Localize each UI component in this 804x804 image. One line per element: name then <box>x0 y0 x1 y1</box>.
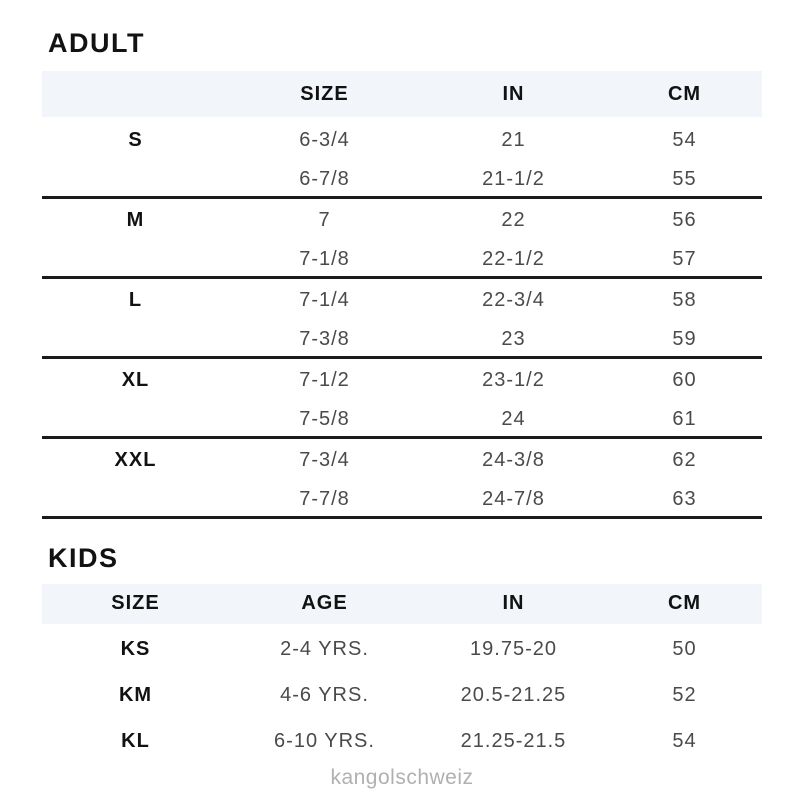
cm-value: 54 <box>672 128 697 151</box>
hat-size-value: 7-5/8 <box>299 407 350 430</box>
inches-value: 19.75-20 <box>470 638 557 660</box>
kids-header-in: IN <box>420 584 607 624</box>
hat-size-value: 7-7/8 <box>299 487 350 510</box>
inches-value: 23-1/2 <box>482 369 545 392</box>
table-row <box>42 716 762 762</box>
adult-size-group-xxl <box>42 437 762 517</box>
age-value: 6-10 YRS. <box>274 730 375 752</box>
table-row <box>42 277 762 317</box>
table-row <box>42 357 762 397</box>
adult-size-group-s <box>42 117 762 197</box>
adult-header-row <box>42 71 762 117</box>
hat-size-value: 7-3/4 <box>299 449 350 472</box>
cm-value: 60 <box>672 369 697 392</box>
cm-value: 61 <box>672 407 697 430</box>
adult-header-cm: CM <box>607 71 762 117</box>
size-label: M <box>126 209 145 232</box>
kids-header-age: AGE <box>229 584 420 624</box>
size-label <box>42 397 229 437</box>
age-value: 2-4 YRS. <box>280 638 369 660</box>
inches-value: 23 <box>501 327 526 350</box>
inches-value: 22-1/2 <box>482 247 545 270</box>
table-row <box>42 624 762 670</box>
watermark-text: kangolschweiz <box>330 765 474 789</box>
hat-size-value: 7-3/8 <box>299 327 350 350</box>
adult-section-title: ADULT <box>48 28 145 58</box>
table-row <box>42 437 762 477</box>
inches-value: 24-7/8 <box>482 487 545 510</box>
size-label: S <box>128 128 143 151</box>
adult-size-table <box>42 71 762 519</box>
hat-size-value: 7-1/4 <box>299 289 350 312</box>
size-label: L <box>128 289 143 312</box>
size-label <box>42 237 229 277</box>
hat-size-value: 7 <box>318 209 331 232</box>
cm-value: 63 <box>672 487 697 510</box>
table-row <box>42 157 762 197</box>
kids-size-label: KS <box>120 638 151 660</box>
adult-header-in: IN <box>420 71 607 117</box>
table-row <box>42 317 762 357</box>
size-label <box>42 317 229 357</box>
inches-value: 21 <box>501 128 526 151</box>
cm-value: 59 <box>672 327 697 350</box>
cm-value: 58 <box>672 289 697 312</box>
cm-value: 50 <box>672 638 697 660</box>
hat-size-value: 6-7/8 <box>299 167 350 190</box>
cm-value: 57 <box>672 247 697 270</box>
size-label <box>42 157 229 197</box>
inches-value: 24-3/8 <box>482 449 545 472</box>
cm-value: 62 <box>672 449 697 472</box>
cm-value: 55 <box>672 167 697 190</box>
age-value: 4-6 YRS. <box>280 684 369 706</box>
cm-value: 54 <box>672 730 697 752</box>
adult-size-group-xl <box>42 357 762 437</box>
kids-header-row <box>42 584 762 624</box>
hat-size-value: 6-3/4 <box>299 128 350 151</box>
inches-value: 21.25-21.5 <box>460 730 567 752</box>
size-label: XXL <box>114 449 157 472</box>
table-row <box>42 670 762 716</box>
cm-value: 56 <box>672 209 697 232</box>
kids-header-size: SIZE <box>42 584 229 624</box>
kids-header-cm: CM <box>607 584 762 624</box>
kids-size-label: KL <box>121 730 150 752</box>
table-row <box>42 197 762 237</box>
inches-value: 24 <box>501 407 526 430</box>
kids-size-label: KM <box>118 684 153 706</box>
adult-size-group-m <box>42 197 762 277</box>
kids-size-table <box>42 584 762 762</box>
cm-value: 52 <box>672 684 697 706</box>
hat-size-value: 7-1/2 <box>299 369 350 392</box>
adult-header-empty <box>42 71 229 117</box>
table-row <box>42 237 762 277</box>
inches-value: 22 <box>501 209 526 232</box>
inches-value: 20.5-21.25 <box>460 684 567 706</box>
adult-header-size: SIZE <box>229 71 420 117</box>
size-label: XL <box>121 369 150 392</box>
table-row <box>42 477 762 517</box>
adult-size-group-l <box>42 277 762 357</box>
kids-section-title: KIDS <box>48 542 119 573</box>
table-row <box>42 397 762 437</box>
size-label <box>42 477 229 517</box>
inches-value: 21-1/2 <box>482 167 545 190</box>
table-row <box>42 117 762 157</box>
hat-size-value: 7-1/8 <box>299 247 350 270</box>
inches-value: 22-3/4 <box>482 289 545 312</box>
